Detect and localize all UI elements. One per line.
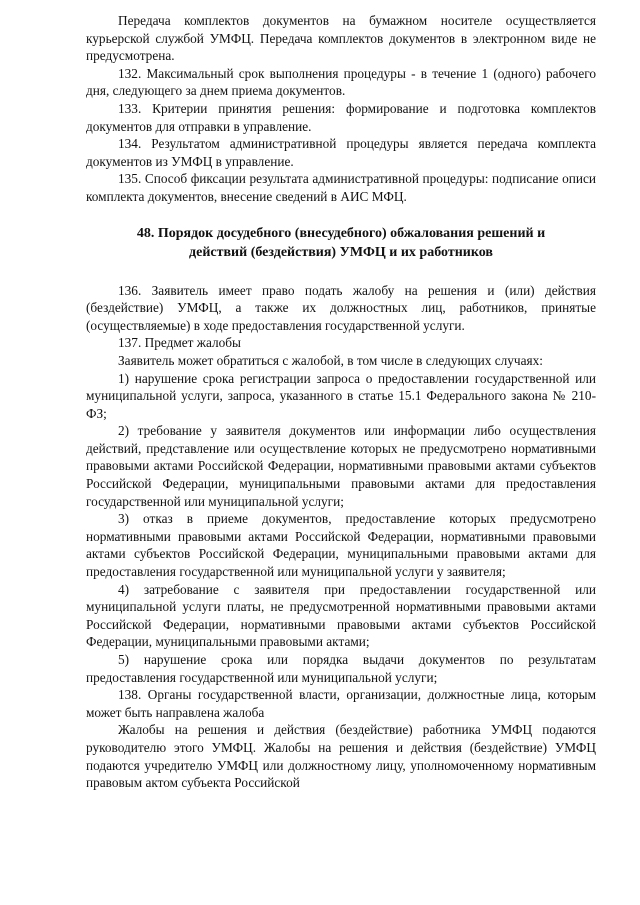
paragraph-delivery: Передача комплектов документов на бумажном носителе осуществляется курьерской службой УМФЦ. Передача комплектов документов в электронном виде не предусмотрена. — [86, 13, 596, 64]
paragraph-138: 138. Органы государственной власти, организации, должностные лица, которым может быть направлена жалоба — [86, 687, 596, 720]
list-item-5: 5) нарушение срока или порядка выдачи документов по результатам предоставления государственной или муниципальной услуги; — [86, 652, 596, 685]
list-item-1: 1) нарушение срока регистрации запроса о предоставлении государственной или муниципальной услуги, запроса, указанного в статье 15.1 Федерального закона № 210-ФЗ; — [86, 370, 596, 421]
paragraph-cases-intro: Заявитель может обратиться с жалобой, в том числе в следующих случаях: — [118, 352, 543, 368]
paragraph-132: 132. Максимальный срок выполнения процедуры - в течение 1 (одного) рабочего дня, следующего за днем приема документов. — [86, 65, 596, 99]
list-item-3: 3) отказ в приеме документов, предоставление которых предусмотрено нормативными правовыми актами Российской Федерации, нормативными правовыми актами субъектов Российской Федерации, муниципальными правовыми актами для предоставления государственной или муниципальной услуги у заявителя; — [86, 511, 596, 580]
section-heading-48 — [86, 224, 596, 262]
paragraph-complaints: Жалобы на решения и действия (бездействие) работника УМФЦ подаются руководителю этого УМФЦ. Жалобы на решения и действия (бездействие) УМФЦ подаются учредителю УМФЦ или должностному лицу, уполномоченному нормативным правовым актом субъекта Российской — [86, 722, 596, 791]
paragraph-136: 136. Заявитель имеет право подать жалобу на решения и (или) действия (бездействие) УМФЦ, а также их должностных лиц, работников, принятые (осуществляемые) в ходе предоставления государственной услуги. — [86, 282, 596, 333]
paragraph-133: 133. Критерии принятия решения: формирование и подготовка комплектов документов для отправки в управление. — [86, 100, 596, 134]
list-item-4: 4) затребование с заявителя при предоставлении государственной или муниципальной услуги платы, не предусмотренной нормативными правовыми актами Российской Федерации, нормативными правовыми актами субъектов Российской Федерации, муниципальными правовыми актами; — [86, 581, 596, 650]
list-item-2: 2) требование у заявителя документов или информации либо осуществления действий, представление или осуществление которых не предусмотрено нормативными правовыми актами Российской Федерации, нормативными правовыми актами субъектов Российской Федерации, муниципальными правовыми актами для предоставления государственной или муниципальной услуги; — [86, 423, 596, 509]
section-heading-line-1: 48. Порядок досудебного (внесудебного) обжалования решений и — [136, 225, 546, 241]
paragraph-135: 135. Способ фиксации результата административной процедуры: подписание описи комплекта документов, внесение сведений в АИС МФЦ. — [86, 171, 596, 204]
paragraph-137: 137. Предмет жалобы — [118, 335, 241, 351]
section-heading-line-2: действий (бездействия) УМФЦ и их работников — [189, 244, 493, 260]
paragraph-134: 134. Результатом административной процедуры является передача комплекта документов из УМФЦ в управление. — [86, 136, 596, 169]
